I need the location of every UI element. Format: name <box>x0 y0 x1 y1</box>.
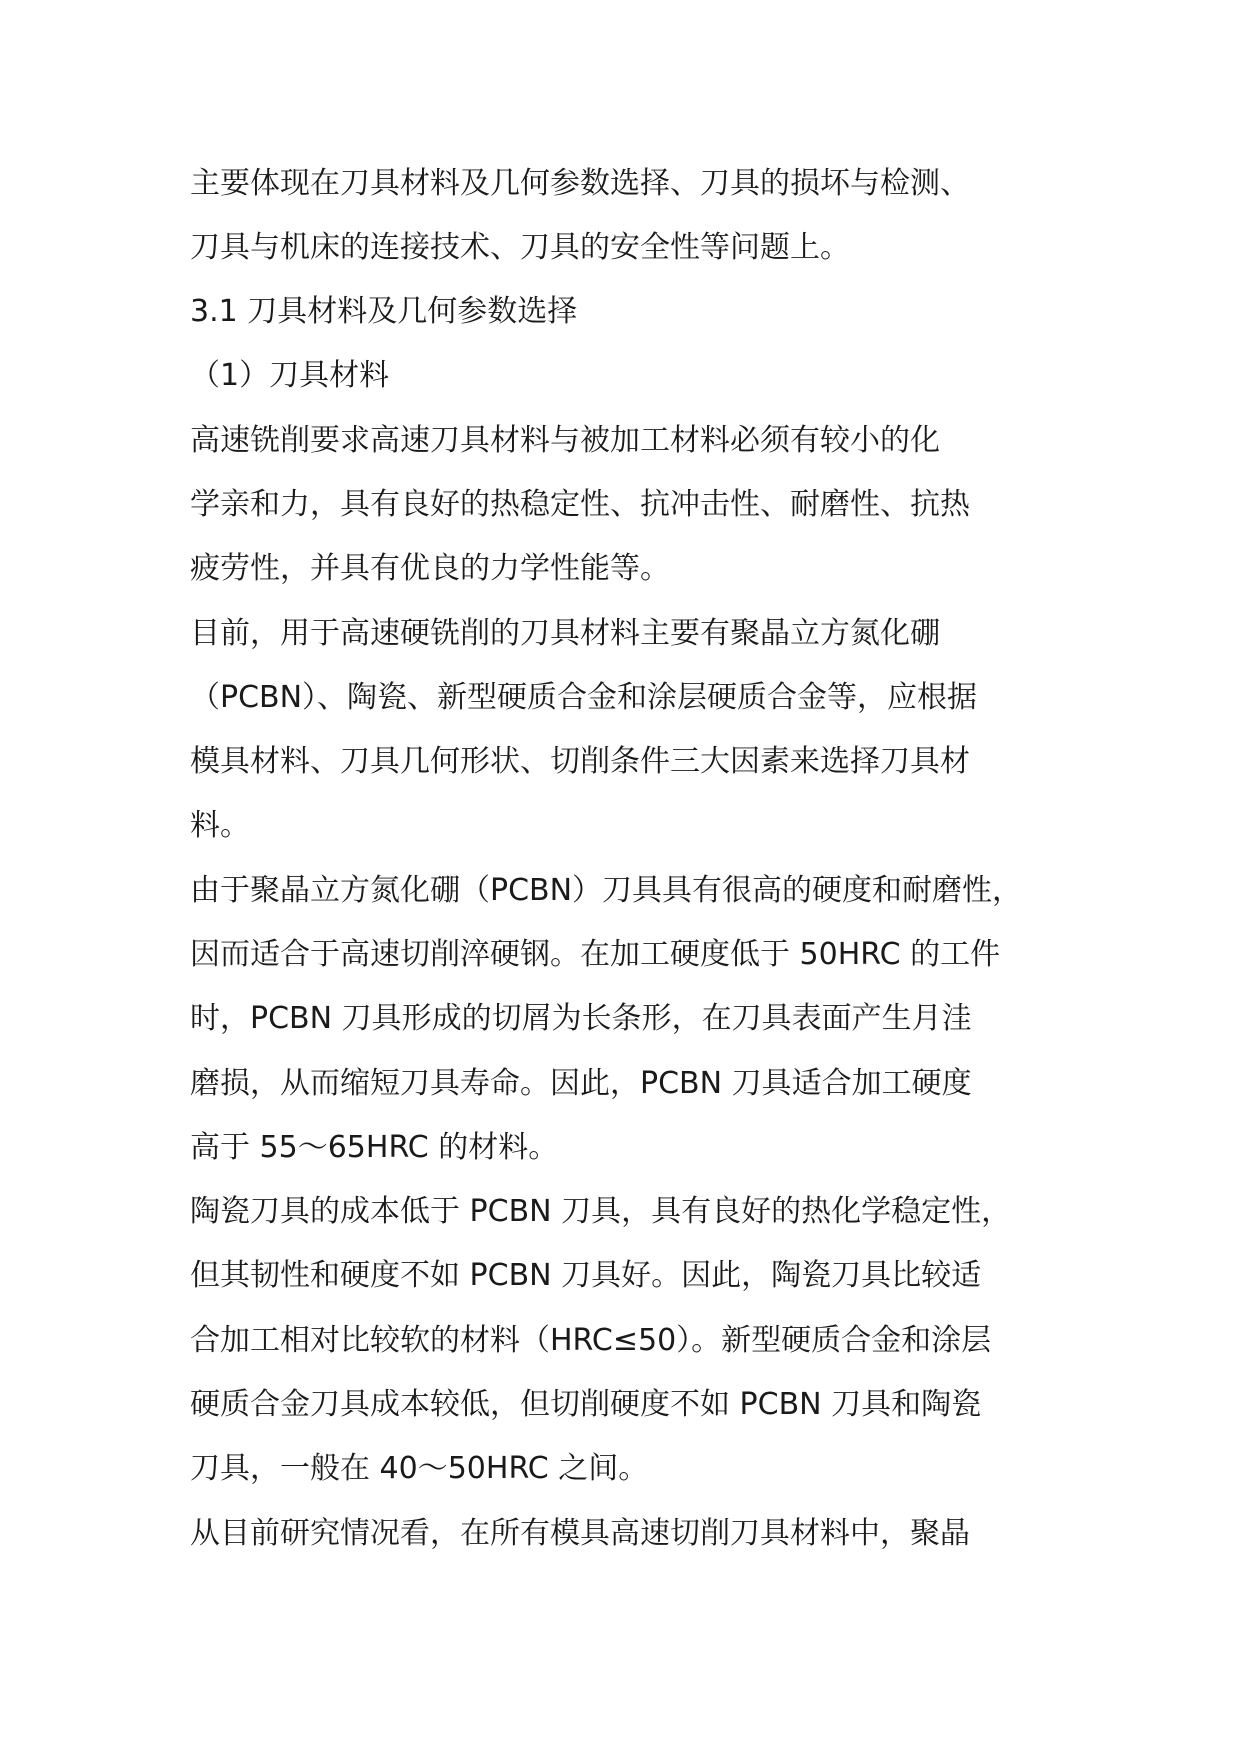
text-line: 硬质合金刀具成本较低，但切削硬度不如 PCBN 刀具和陶瓷 <box>190 1387 982 1422</box>
text-line: 疲劳性，并具有优良的力学性能等。 <box>190 551 670 586</box>
text-line: 磨损，从而缩短刀具寿命。因此，PCBN 刀具适合加工硬度 <box>190 1066 972 1101</box>
text-line: 时，PCBN 刀具形成的切屑为长条形，在刀具表面产生月洼 <box>190 1001 972 1036</box>
text-line: 模具材料、刀具几何形状、切削条件三大因素来选择刀具材 <box>190 744 970 779</box>
text-line: 高于 55～65HRC 的材料。 <box>190 1130 559 1165</box>
text-line: （PCBN）、陶瓷、新型硬质合金和涂层硬质合金等，应根据 <box>190 680 978 715</box>
text-line: 但其韧性和硬度不如 PCBN 刀具好。因此，陶瓷刀具比较适 <box>190 1258 982 1293</box>
text-line: 料。 <box>190 808 250 843</box>
section-heading: 3.1 刀具材料及几何参数选择 <box>190 294 578 329</box>
text-line: 学亲和力，具有良好的热稳定性、抗冲击性、耐磨性、抗热 <box>190 487 970 522</box>
text-line: 刀具与机床的连接技术、刀具的安全性等问题上。 <box>190 230 850 265</box>
text-line: 高速铣削要求高速刀具材料与被加工材料必须有较小的化 <box>190 423 940 458</box>
text-line: 因而适合于高速切削淬硬钢。在加工硬度低于 50HRC 的工件 <box>190 937 1001 972</box>
text-line: 陶瓷刀具的成本低于 PCBN 刀具，具有良好的热化学稳定性， <box>190 1194 1012 1229</box>
text-line: 合加工相对比较软的材料（HRC≤50）。新型硬质合金和涂层 <box>190 1323 992 1358</box>
text-line: 刀具，一般在 40～50HRC 之间。 <box>190 1451 649 1486</box>
text-line: 主要体现在刀具材料及几何参数选择、刀具的损坏与检测、 <box>190 166 970 201</box>
text-line: 目前，用于高速硬铣削的刀具材料主要有聚晶立方氮化硼 <box>190 616 940 651</box>
text-line: 由于聚晶立方氮化硼（PCBN）刀具具有很高的硬度和耐磨性， <box>190 873 1023 908</box>
text-line: 从目前研究情况看，在所有模具高速切削刀具材料中，聚晶 <box>190 1516 970 1551</box>
subsection-heading: （1）刀具材料 <box>190 358 390 393</box>
